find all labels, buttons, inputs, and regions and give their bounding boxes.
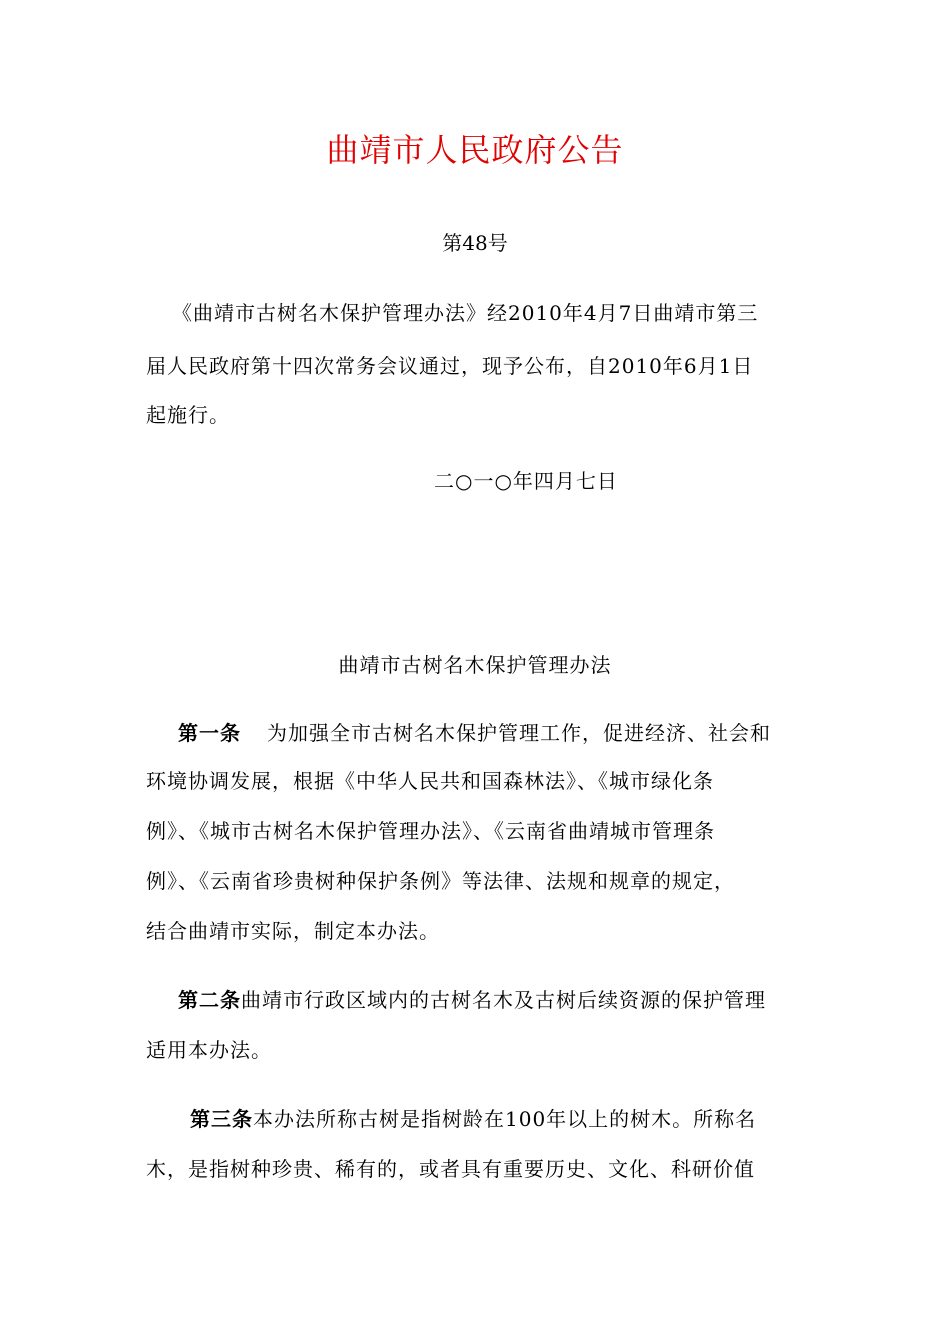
article-line: 木，是指树种珍贵、稀有的，或者具有重要历史、文化、科研价值: [146, 1157, 755, 1181]
article-label: 第二条: [178, 988, 241, 1012]
article-text: 为加强全市古树名木保护管理工作，促进经济、社会和: [267, 721, 771, 745]
article-line: 结合曲靖市实际，制定本办法。: [146, 919, 440, 943]
article-text: 本办法所称古树是指树龄在100年以上的树木。所称名: [253, 1107, 757, 1131]
article-first-line: [178, 985, 766, 1015]
article-line: 例》、《云南省珍贵树种保护条例》等法律、法规和规章的规定，: [146, 869, 735, 893]
announcement-date: 二○一○年四月七日: [434, 469, 618, 493]
article-label: 第一条: [178, 721, 241, 745]
article-first-line: [178, 718, 771, 748]
article-line: 例》、《城市古树名木保护管理办法》、《云南省曲靖城市管理条: [146, 819, 715, 843]
announcement-title: 曲靖市人民政府公告: [326, 131, 624, 169]
article-line: 环境协调发展，根据《中华人民共和国森林法》、《城市绿化条: [146, 769, 714, 793]
issue-number: 第48号: [442, 231, 508, 255]
announcement-line: 届人民政府第十四次常务会议通过，现予公布，自2010年6月1日: [146, 354, 754, 378]
article-text: 曲靖市行政区域内的古树名木及古树后续资源的保护管理: [241, 988, 766, 1012]
article-line: 适用本办法。: [146, 1038, 272, 1062]
article-label: 第三条: [190, 1107, 253, 1131]
article-first-line: [190, 1104, 756, 1134]
announcement-line: 起施行。: [146, 403, 230, 427]
regulation-title: 曲靖市古树名木保护管理办法: [338, 653, 612, 677]
announcement-line: 《曲靖市古树名木保护管理办法》经2010年4月7日曲靖市第三: [172, 301, 759, 325]
